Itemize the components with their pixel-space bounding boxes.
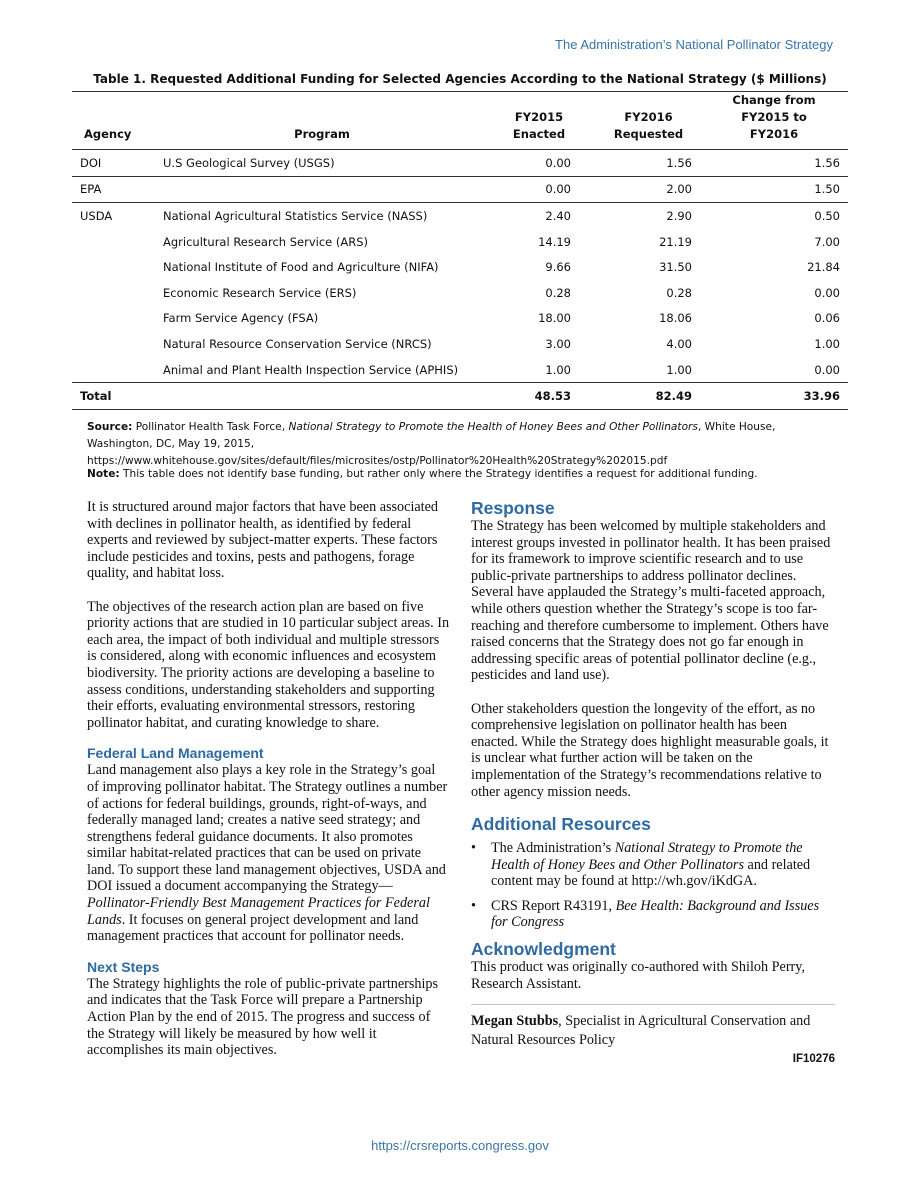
paragraph: The objectives of the research action plan are based on five priority actions that are studied in 10 particular subject areas. In each area, the impact of both individual and multiple stressors is considered, along with economic influences and ecosystem biodiversity. The priority actions are developing a baseline to assess conditions, understanding stakeholders and supporting their efforts, evaluating environmental stressors, restoring pollinator habitat, and curating knowledge to share. — [87, 598, 450, 731]
cell-agency — [72, 331, 163, 357]
author-role: , Specialist in Agricultural Conservation and Natural Resources Policy — [471, 1013, 811, 1049]
cell-fy2015: 0.00 — [481, 176, 597, 203]
cell-agency — [72, 280, 163, 306]
cell-fy2016: 1.00 — [597, 357, 700, 383]
table-row — [72, 203, 848, 229]
cell-program — [163, 176, 481, 203]
heading-acknowledgment: Acknowledgment — [471, 939, 616, 960]
table-source: Source: Pollinator Health Task Force, National Strategy to Promote the Health of Honey Bees and Other Pollinators, White House, Washington, DC, May 19, 2015, https://www.whitehouse.gov/sites/default/files/microsites/ostp/Pollinator%20Health%20Strategy%202015.pdf — [87, 421, 776, 467]
cell-program: U.S Geological Survey (USGS) — [163, 150, 481, 177]
footer-url[interactable]: https://crsreports.congress.gov — [371, 1138, 549, 1153]
cell-program: Agricultural Research Service (ARS) — [163, 234, 369, 249]
cell-change: 1.50 — [700, 176, 848, 203]
cell-program: Natural Resource Conservation Service (NRCS) — [163, 336, 432, 351]
table-row — [72, 357, 848, 383]
funding-table — [72, 91, 848, 410]
cell-agency — [72, 306, 163, 332]
cell-change: 1.56 — [700, 150, 848, 177]
cell-agency: USDA — [80, 208, 113, 223]
bullet-icon: • — [471, 840, 476, 857]
table-row — [72, 331, 848, 357]
header-agency: Agency — [72, 92, 163, 150]
table-note: Note: This table does not identify base funding, but rather only where the Strategy identifies a request for additional funding. — [87, 468, 758, 480]
header-fy2015: FY2015 Enacted — [481, 92, 597, 150]
resource-list — [471, 840, 835, 931]
cell-fy2015: 0.28 — [545, 285, 571, 300]
cell-agency — [72, 254, 163, 280]
cell-fy2016: 1.56 — [597, 150, 700, 177]
paragraph: The Strategy has been welcomed by multiple stakeholders and interest groups invested in pollinator health. It has been praised for its framework to improve scientific research and to use public-private partnerships to address pollinator declines. Several have applauded the Strategy’s multi-faceted approach, while others question whether the Strategy’s scope is too far-reaching and therefore cumbersome to implement. Others have raised concerns that the Strategy does not go far enough in addressing specific areas of potential pollinator decline (e.g., pesticides and land use). — [471, 518, 831, 684]
cell-fy2016: 0.28 — [666, 285, 692, 300]
cell-agency: EPA — [72, 176, 163, 203]
cell-change: 0.06 — [814, 311, 840, 326]
cell-agency — [72, 229, 163, 255]
table-total-row — [72, 383, 848, 410]
cell-program: National Agricultural Statistics Service (NASS) — [163, 208, 428, 223]
table-title: Table 1. Requested Additional Funding for Selected Agencies According to the National Strategy ($ Millions) — [93, 72, 827, 86]
cell-change: 21.84 — [807, 260, 840, 275]
cell-program: Farm Service Agency (FSA) — [163, 311, 319, 326]
heading-additional-resources: Additional Resources — [471, 814, 651, 835]
cell-fy2015: 9.66 — [545, 260, 571, 275]
cell-fy2015: 18.00 — [538, 311, 571, 326]
list-item: • The Administration’s National Strategy to Promote the Health of Honey Bees and Other Pollinators and related content may be found at http://wh.gov/iKdGA. — [471, 840, 811, 890]
heading-response: Response — [471, 498, 555, 518]
table-row — [72, 306, 848, 332]
cell-fy2016: 31.50 — [659, 260, 692, 275]
cell-fy2015: 3.00 — [545, 336, 571, 351]
header-change: Change from FY2015 to FY2016 — [700, 92, 848, 150]
paragraph: The Strategy highlights the role of public-private partnerships and indicates that the Task Force will prepare a Partnership Action Plan by the end of 2015. The progress and success of the Strategy will likely be measured by how well it accomplishes its main objectives. — [87, 975, 439, 1059]
cell-agency — [72, 357, 163, 383]
cell-fy2016: 4.00 — [666, 336, 692, 351]
table-row — [72, 176, 848, 203]
cell-fy2016: 18.06 — [659, 311, 692, 326]
cell-fy2016: 21.19 — [659, 234, 692, 249]
cell-change: 0.00 — [814, 285, 840, 300]
cell-fy2015: 1.00 — [481, 357, 597, 383]
bullet-icon: • — [471, 897, 476, 914]
right-column — [471, 498, 835, 1068]
total-fy2015: 48.53 — [481, 383, 597, 410]
author-name: Megan Stubbs — [471, 1013, 559, 1030]
total-fy2016: 82.49 — [597, 383, 700, 410]
table-header-row — [72, 92, 848, 150]
total-change: 33.96 — [700, 383, 848, 410]
cell-program: Economic Research Service (ERS) — [163, 285, 357, 300]
cell-fy2015: 0.00 — [481, 150, 597, 177]
header-program: Program — [163, 92, 481, 150]
cell-agency: DOI — [72, 150, 163, 177]
cell-fy2015: 2.40 — [545, 208, 571, 223]
cell-change: 0.00 — [700, 357, 848, 383]
list-item: • CRS Report R43191, Bee Health: Background and Issues for Congress — [471, 897, 820, 931]
paragraph: It is structured around major factors that have been associated with declines in pollinator health, as identified by federal experts and reviewed by subject-matter experts. These factors include pesticides and toxins, pests and pathogens, forage quality, and habitat loss. — [87, 499, 439, 582]
author-block — [471, 1004, 835, 1050]
paragraph: Other stakeholders question the longevity of the effort, as no comprehensive legislation on pollinator health has been enacted. While the Strategy does highlight measurable goals, it is unclear what further action will be taken on the implementation of the Strategy’s recommendations relative to other agency mission needs. — [471, 700, 829, 800]
product-id: IF10276 — [792, 1053, 835, 1066]
running-head: The Administration’s National Pollinator Strategy — [555, 37, 833, 52]
table-row — [72, 254, 848, 280]
cell-program: Animal and Plant Health Inspection Service (APHIS) — [163, 357, 481, 383]
cell-program: National Institute of Food and Agriculture (NIFA) — [163, 260, 439, 275]
cell-change: 0.50 — [814, 208, 840, 223]
table-row — [72, 150, 848, 177]
table-row — [72, 280, 848, 306]
heading-federal-land-management: Federal Land Management — [87, 745, 264, 762]
cell-change: 1.00 — [814, 336, 840, 351]
total-label: Total — [72, 383, 481, 410]
header-fy2016: FY2016 Requested — [597, 92, 700, 150]
cell-fy2016: 2.00 — [597, 176, 700, 203]
left-column — [87, 499, 450, 1059]
table-row — [72, 229, 848, 255]
cell-change: 7.00 — [814, 234, 840, 249]
paragraph: This product was originally co-authored with Shiloh Perry, Research Assistant. — [471, 959, 806, 992]
paragraph: Land management also plays a key role in the Strategy’s goal of improving pollinator habitat. The Strategy outlines a number of actions for federal buildings, grounds, right-of-ways, and federally managed land; creates a native seed strategy; and strengthens federal guidance documents. It also promotes similar habitat-related practices that can be used on private land. To support these land management objectives, USDA and DOI issued a document accompanying the Strategy—Pollinator-Friendly Best Management Practices for Federal Lands. It focuses on general project development and land management practices that account for pollinator needs. — [87, 762, 448, 945]
cell-fy2015: 14.19 — [538, 234, 571, 249]
heading-next-steps: Next Steps — [87, 958, 160, 975]
cell-fy2016: 2.90 — [666, 208, 692, 223]
